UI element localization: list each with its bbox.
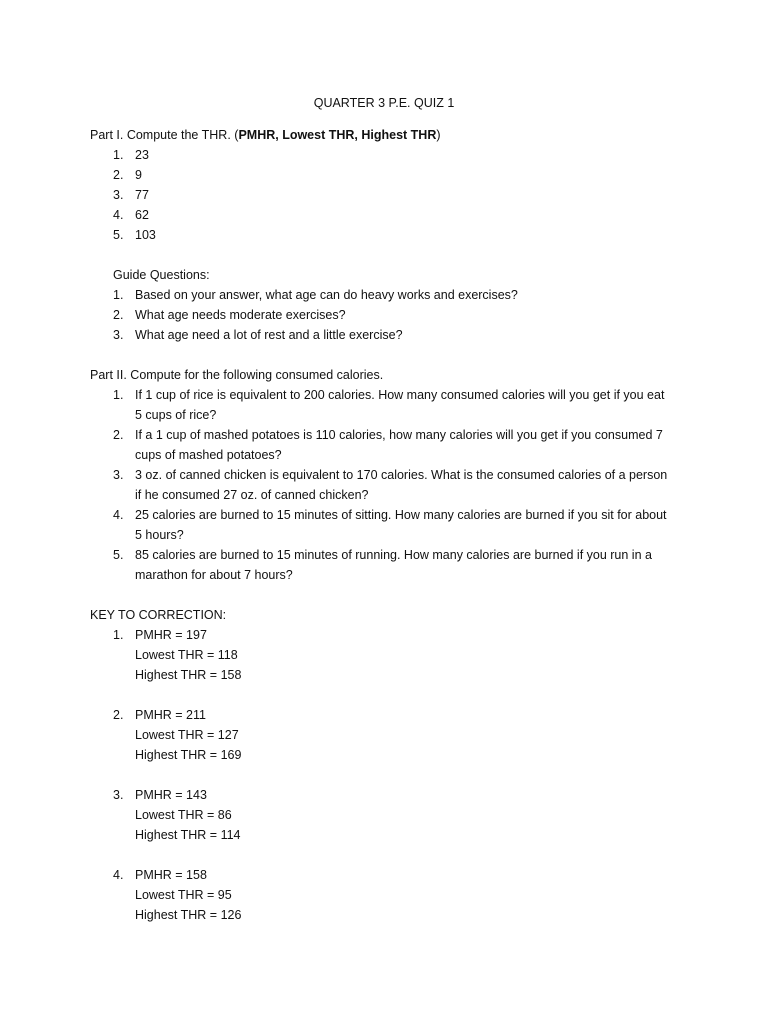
list-item bbox=[113, 305, 346, 325]
key-lowest-thr: Lowest THR = 86 bbox=[135, 808, 232, 822]
list-item-continuation: marathon for about 7 hours? bbox=[135, 568, 293, 582]
list-number: 4. bbox=[113, 868, 124, 882]
list-number: 1. bbox=[113, 148, 124, 162]
list-number: 1. bbox=[113, 288, 124, 302]
list-number: 1. bbox=[113, 388, 124, 402]
key-item bbox=[113, 785, 207, 805]
key-pmhr: PMHR = 211 bbox=[135, 708, 206, 722]
list-text: Based on your answer, what age can do heavy works and exercises? bbox=[135, 288, 518, 302]
part2-heading: Part II. Compute for the following consumed calories. bbox=[90, 368, 384, 382]
list-item bbox=[113, 325, 403, 345]
list-number: 3. bbox=[113, 328, 124, 342]
list-item bbox=[113, 145, 149, 165]
list-item-continuation: 5 cups of rice? bbox=[135, 408, 217, 422]
list-item bbox=[113, 545, 652, 565]
part1-heading-prefix: Part I. Compute the THR. ( bbox=[90, 128, 239, 142]
list-text: 103 bbox=[135, 228, 156, 242]
key-pmhr: PMHR = 197 bbox=[135, 628, 207, 642]
list-text: 3 oz. of canned chicken is equivalent to 170 calories. What is the consumed calories of a person bbox=[135, 468, 668, 482]
list-text: What age need a lot of rest and a little exercise? bbox=[135, 328, 403, 342]
list-text: If a 1 cup of mashed potatoes is 110 calories, how many calories will you get if you consumed 7 bbox=[135, 428, 663, 442]
key-item bbox=[113, 705, 206, 725]
list-number: 2. bbox=[113, 428, 124, 442]
list-item bbox=[113, 465, 667, 485]
key-lowest-thr: Lowest THR = 118 bbox=[135, 648, 238, 662]
list-text: 25 calories are burned to 15 minutes of sitting. How many calories are burned if you sit for about bbox=[135, 508, 667, 522]
page-title: QUARTER 3 P.E. QUIZ 1 bbox=[313, 96, 455, 110]
part1-heading bbox=[90, 125, 441, 145]
key-item bbox=[113, 865, 207, 885]
key-highest-thr: Highest THR = 158 bbox=[135, 668, 242, 682]
list-item bbox=[113, 285, 518, 305]
list-item bbox=[113, 425, 663, 445]
list-text: 62 bbox=[135, 208, 149, 222]
list-item bbox=[113, 505, 667, 525]
list-number: 3. bbox=[113, 788, 124, 802]
list-text: 23 bbox=[135, 148, 149, 162]
part1-heading-bold: PMHR, Lowest THR, Highest THR bbox=[238, 128, 437, 142]
key-lowest-thr: Lowest THR = 95 bbox=[135, 888, 232, 902]
list-text: What age needs moderate exercises? bbox=[135, 308, 346, 322]
key-highest-thr: Highest THR = 169 bbox=[135, 748, 242, 762]
list-item-continuation: if he consumed 27 oz. of canned chicken? bbox=[135, 488, 369, 502]
list-item bbox=[113, 205, 149, 225]
list-text: 77 bbox=[135, 188, 149, 202]
key-pmhr: PMHR = 158 bbox=[135, 868, 207, 882]
list-number: 4. bbox=[113, 208, 124, 222]
list-text: 85 calories are burned to 15 minutes of running. How many calories are burned if you run in a bbox=[135, 548, 652, 562]
list-number: 3. bbox=[113, 468, 124, 482]
list-number: 2. bbox=[113, 168, 124, 182]
list-item bbox=[113, 385, 664, 405]
list-text: 9 bbox=[135, 168, 142, 182]
list-item bbox=[113, 225, 156, 245]
part1-heading-suffix: ) bbox=[436, 128, 441, 142]
list-item-continuation: cups of mashed potatoes? bbox=[135, 448, 282, 462]
list-number: 3. bbox=[113, 188, 124, 202]
list-number: 2. bbox=[113, 708, 124, 722]
list-item bbox=[113, 185, 149, 205]
list-number: 1. bbox=[113, 628, 124, 642]
key-item bbox=[113, 625, 207, 645]
list-number: 5. bbox=[113, 548, 124, 562]
list-number: 5. bbox=[113, 228, 124, 242]
list-item bbox=[113, 165, 142, 185]
list-number: 2. bbox=[113, 308, 124, 322]
key-pmhr: PMHR = 143 bbox=[135, 788, 207, 802]
key-highest-thr: Highest THR = 114 bbox=[135, 828, 241, 842]
key-highest-thr: Highest THR = 126 bbox=[135, 908, 242, 922]
key-heading: KEY TO CORRECTION: bbox=[90, 608, 227, 622]
guide-questions-heading: Guide Questions: bbox=[113, 268, 210, 282]
list-text: If 1 cup of rice is equivalent to 200 calories. How many consumed calories will you get if you eat bbox=[135, 388, 665, 402]
list-number: 4. bbox=[113, 508, 124, 522]
list-item-continuation: 5 hours? bbox=[135, 528, 184, 542]
key-lowest-thr: Lowest THR = 127 bbox=[135, 728, 239, 742]
